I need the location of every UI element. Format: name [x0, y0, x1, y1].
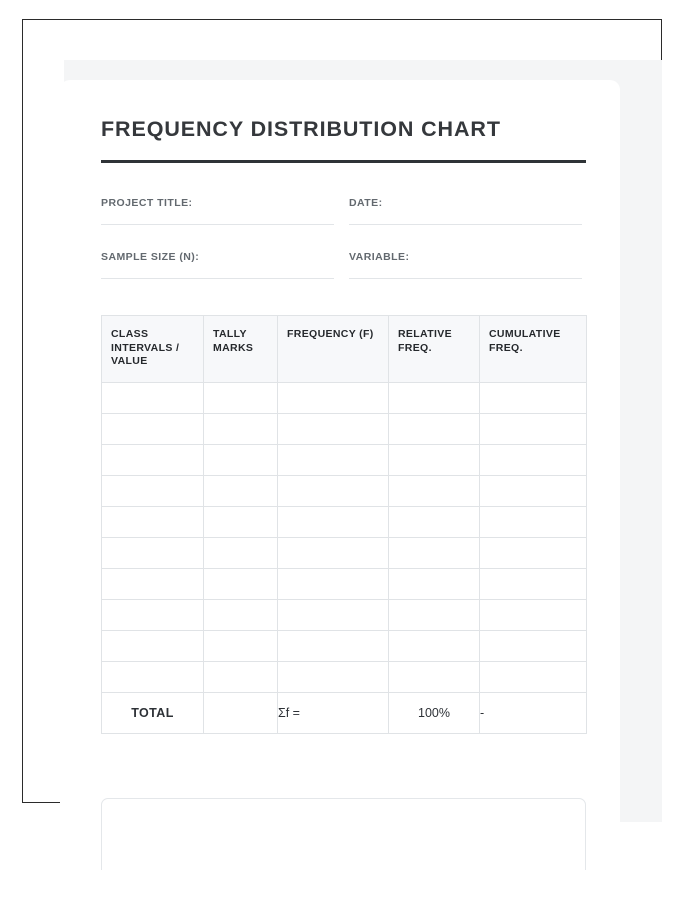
field-underline-project-title [101, 224, 334, 225]
table-row [102, 631, 587, 662]
total-label-cell: TOTAL [102, 693, 204, 734]
cell-frequency[interactable] [278, 445, 389, 476]
meta-fields-group [101, 197, 586, 279]
field-label-sample-size: SAMPLE SIZE (N): [101, 250, 200, 263]
field-label-variable: VARIABLE: [349, 250, 410, 263]
column-header-relative-freq: RELATIVE FREQ. [389, 315, 480, 383]
column-header-cumulative-freq: CUMULATIVE FREQ. [480, 315, 587, 383]
cell-class-intervals[interactable] [102, 414, 204, 445]
total-relative-freq-cell[interactable]: 100% [389, 693, 480, 734]
cell-cumulative-freq[interactable] [480, 600, 587, 631]
cell-relative-freq[interactable] [389, 662, 480, 693]
cell-relative-freq[interactable] [389, 414, 480, 445]
cell-frequency[interactable] [278, 414, 389, 445]
field-date[interactable] [349, 197, 582, 225]
table-row-total [102, 693, 587, 734]
table-body [102, 383, 587, 693]
cell-cumulative-freq[interactable] [480, 445, 587, 476]
column-header-class-intervals: CLASS INTERVALS / VALUE [102, 315, 204, 383]
cell-class-intervals[interactable] [102, 662, 204, 693]
cell-relative-freq[interactable] [389, 507, 480, 538]
total-cumulative-freq-cell[interactable]: - [480, 693, 587, 734]
worksheet-content [101, 118, 586, 734]
cell-relative-freq[interactable] [389, 445, 480, 476]
table-row [102, 538, 587, 569]
cell-cumulative-freq[interactable] [480, 414, 587, 445]
cell-cumulative-freq[interactable] [480, 476, 587, 507]
cell-relative-freq[interactable] [389, 383, 480, 414]
field-project-title[interactable] [101, 197, 334, 225]
cell-frequency[interactable] [278, 507, 389, 538]
table-header-row [102, 315, 587, 383]
cell-frequency[interactable] [278, 600, 389, 631]
cell-tally-marks[interactable] [204, 414, 278, 445]
cell-class-intervals[interactable] [102, 507, 204, 538]
cell-tally-marks[interactable] [204, 662, 278, 693]
cell-class-intervals[interactable] [102, 538, 204, 569]
cell-class-intervals[interactable] [102, 476, 204, 507]
table-row [102, 569, 587, 600]
field-underline-date [349, 224, 582, 225]
cell-frequency[interactable] [278, 538, 389, 569]
cell-cumulative-freq[interactable] [480, 569, 587, 600]
cell-class-intervals[interactable] [102, 383, 204, 414]
cell-frequency[interactable] [278, 662, 389, 693]
column-header-tally-marks: TALLY MARKS [204, 315, 278, 383]
cell-tally-marks[interactable] [204, 600, 278, 631]
table-header [102, 315, 587, 383]
page-title: FREQUENCY DISTRIBUTION CHART [101, 117, 501, 141]
cell-relative-freq[interactable] [389, 569, 480, 600]
field-label-date: DATE: [349, 196, 383, 209]
cell-class-intervals[interactable] [102, 445, 204, 476]
table-footer [102, 693, 587, 734]
field-underline-variable [349, 278, 582, 279]
worksheet-card [60, 80, 620, 870]
field-variable[interactable] [349, 251, 582, 279]
cell-frequency[interactable] [278, 476, 389, 507]
table-row [102, 383, 587, 414]
cell-tally-marks[interactable] [204, 507, 278, 538]
cell-cumulative-freq[interactable] [480, 631, 587, 662]
cell-tally-marks[interactable] [204, 569, 278, 600]
table-row [102, 414, 587, 445]
cell-relative-freq[interactable] [389, 538, 480, 569]
total-frequency-cell[interactable]: Σf = [278, 693, 389, 734]
total-tally-cell[interactable] [204, 693, 278, 734]
cell-cumulative-freq[interactable] [480, 538, 587, 569]
column-header-frequency: FREQUENCY (F) [278, 315, 389, 383]
cell-cumulative-freq[interactable] [480, 383, 587, 414]
cell-frequency[interactable] [278, 383, 389, 414]
cell-class-intervals[interactable] [102, 569, 204, 600]
cell-tally-marks[interactable] [204, 631, 278, 662]
table-row [102, 507, 587, 538]
table-row [102, 476, 587, 507]
field-underline-sample-size [101, 278, 334, 279]
notes-box[interactable] [101, 798, 586, 870]
field-label-project-title: PROJECT TITLE: [101, 196, 193, 209]
cell-tally-marks[interactable] [204, 445, 278, 476]
cell-tally-marks[interactable] [204, 476, 278, 507]
frequency-table-wrapper [101, 315, 586, 735]
cell-tally-marks[interactable] [204, 538, 278, 569]
cell-tally-marks[interactable] [204, 383, 278, 414]
cell-class-intervals[interactable] [102, 600, 204, 631]
field-sample-size[interactable] [101, 251, 334, 279]
table-row [102, 600, 587, 631]
title-underline-rule [101, 160, 586, 163]
table-row [102, 445, 587, 476]
cell-relative-freq[interactable] [389, 476, 480, 507]
cell-cumulative-freq[interactable] [480, 662, 587, 693]
cell-cumulative-freq[interactable] [480, 507, 587, 538]
cell-relative-freq[interactable] [389, 631, 480, 662]
table-row [102, 662, 587, 693]
frequency-distribution-table [101, 315, 587, 735]
cell-frequency[interactable] [278, 569, 389, 600]
cell-class-intervals[interactable] [102, 631, 204, 662]
cell-frequency[interactable] [278, 631, 389, 662]
title-block [101, 118, 586, 163]
cell-relative-freq[interactable] [389, 600, 480, 631]
